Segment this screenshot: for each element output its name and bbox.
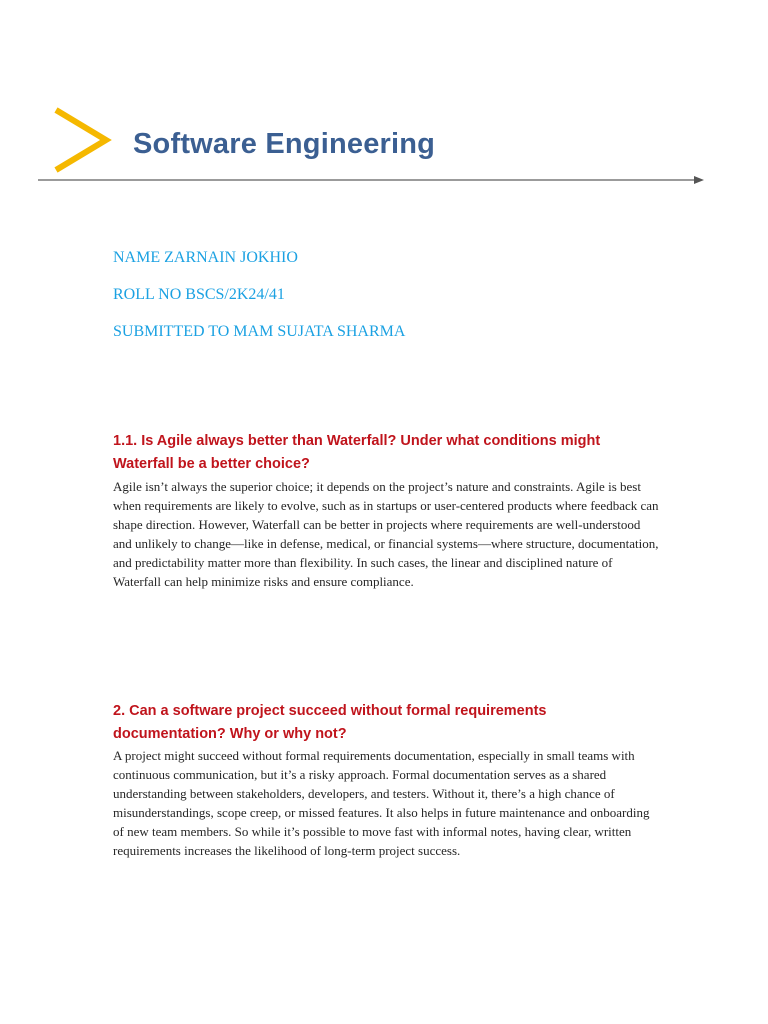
question-1-answer: Agile isn’t always the superior choice; it depends on the project’s nature and constraints. Agile is best when requirements are likely to evolve, such as in startups or user-centered products where feedback can shape direction. However, Waterfall can be better in projects where requirements are well-understood and unlikely to change—like in defense, medical, or financial systems—where structure, documentation, and predictability matter more than flexibility. In such cases, the linear and disciplined nature of Waterfall can help minimize risks and ensure compliance. [113,479,659,589]
question-2-heading: 2. Can a software project succeed without formal requirements documentation? Why or why not? [113,703,547,742]
student-roll-number: ROLL NO BSCS/2K24/41 [113,286,285,303]
submitted-to: SUBMITTED TO MAM SUJATA SHARMA [113,323,406,340]
chevron-right-icon [50,106,114,174]
question-1-heading: 1.1. Is Agile always better than Waterfall? Under what conditions might Waterfall be a better choice? [113,433,601,472]
student-name: NAME ZARNAIN JOKHIO [113,249,298,266]
document-title: Software Engineering [133,128,436,160]
title-divider-arrow [36,173,704,187]
question-2-answer: A project might succeed without formal requirements documentation, especially in small teams with continuous communication, but it’s a risky approach. Formal documentation serves as a shared understanding between stakeholders, developers, and testers. Without it, there’s a high chance of misunderstandings, scope creep, or missed features. It also helps in future maintenance and onboarding of new team members. So while it’s possible to move fast with informal notes, having clear, written requirements increases the likelihood of long-term project success. [113,748,650,858]
